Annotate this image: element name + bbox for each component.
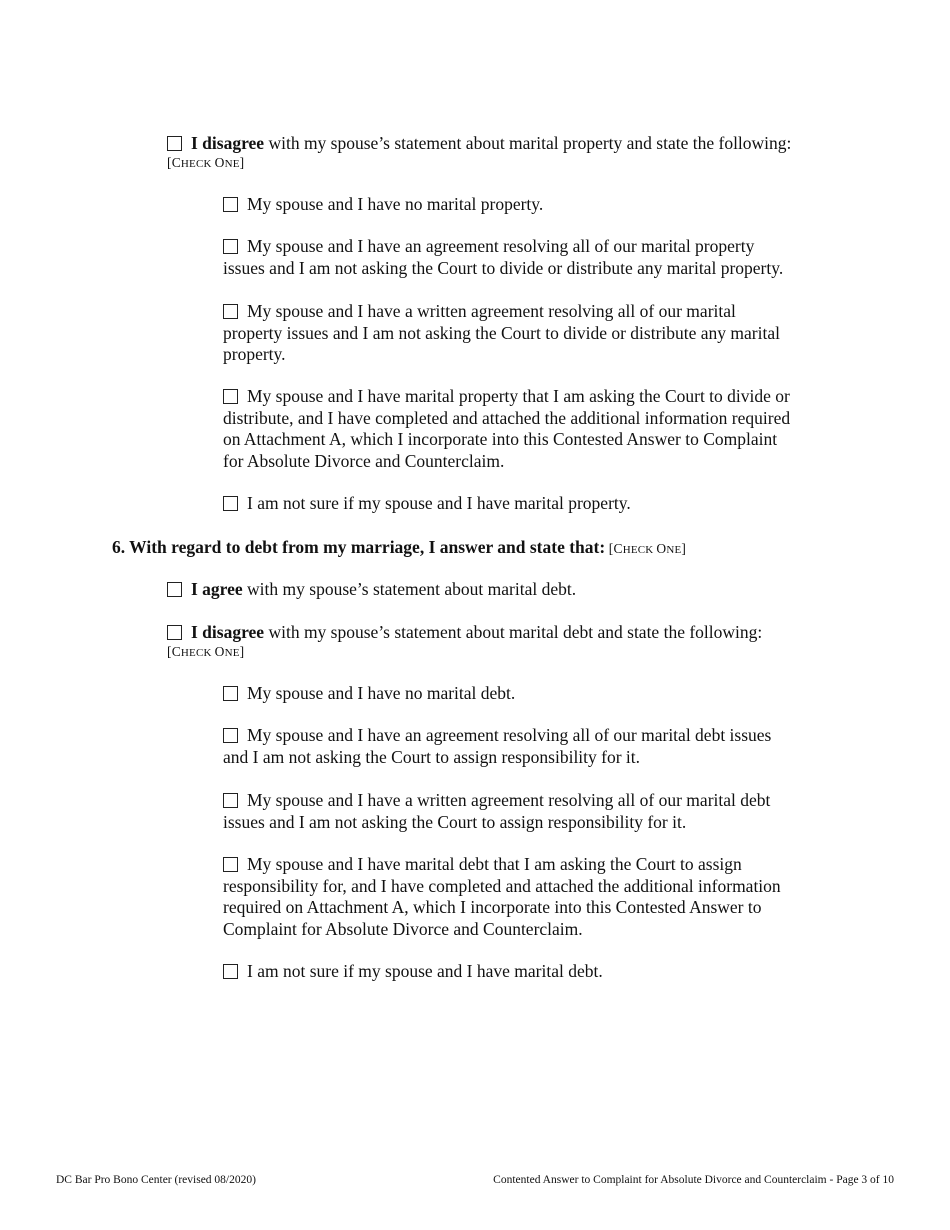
property-option-3: My spouse and I have a written agreement resolving all of our marital property issues and I am not asking the Court to divide or distribute any marital property. <box>223 301 780 364</box>
debt-check-one: [CHECK ONE] <box>167 644 245 659</box>
property-option-5: I am not sure if my spouse and I have marital property. <box>223 493 631 515</box>
property-option-1-checkbox[interactable] <box>223 197 238 212</box>
debt-option-5: I am not sure if my spouse and I have marital debt. <box>223 961 603 983</box>
debt-option-1-checkbox[interactable] <box>223 686 238 701</box>
debt-option-5-checkbox[interactable] <box>223 964 238 979</box>
property-check-one: [CHECK ONE] <box>167 155 245 170</box>
property-disagree-bold: I disagree <box>191 133 265 153</box>
property-disagree-row <box>167 133 791 155</box>
footer-right: Contented Answer to Complaint for Absolute Divorce and Counterclaim - Page 3 of 10 <box>493 1174 894 1186</box>
property-option-4: My spouse and I have marital property that I am asking the Court to divide or distribute, and I have completed and attached the additional information required on Attachment A, which I incorporate into this Contested Answer to Complaint for Absolute Divorce and Counterclaim. <box>223 386 791 471</box>
debt-disagree-checkbox[interactable] <box>167 625 182 640</box>
debt-option-2-checkbox[interactable] <box>223 728 238 743</box>
property-option-5-checkbox[interactable] <box>223 496 238 511</box>
debt-disagree-row: I disagree with my spouse’s statement about marital debt and state the following: <box>167 622 762 644</box>
property-option-3-checkbox[interactable] <box>223 304 238 319</box>
debt-option-4-checkbox[interactable] <box>223 857 238 872</box>
property-option-4-checkbox[interactable] <box>223 389 238 404</box>
debt-agree-checkbox[interactable] <box>167 582 182 597</box>
debt-option-3-checkbox[interactable] <box>223 793 238 808</box>
property-disagree-text: with my spouse’s statement about marital property and state the following: <box>264 133 792 153</box>
debt-option-3: My spouse and I have a written agreement resolving all of our marital debt issues and I am not asking the Court to assign responsibility for it. <box>223 790 771 832</box>
section-6-heading: 6. With regard to debt from my marriage, I answer and state that: [CHECK ONE] <box>112 537 687 557</box>
debt-option-1: My spouse and I have no marital debt. <box>223 683 515 705</box>
debt-agree-row: I agree with my spouse’s statement about marital debt. <box>167 579 576 601</box>
property-option-1: My spouse and I have no marital property. <box>223 194 543 216</box>
property-disagree-checkbox[interactable] <box>167 136 182 151</box>
footer-left: DC Bar Pro Bono Center (revised 08/2020) <box>56 1174 256 1186</box>
property-option-2-checkbox[interactable] <box>223 239 238 254</box>
section-6-check-one: [CHECK ONE] <box>605 541 687 556</box>
property-option-2: My spouse and I have an agreement resolving all of our marital property issues and I am not asking the Court to divide or distribute any marital property. <box>223 236 784 278</box>
debt-option-4: My spouse and I have marital debt that I am asking the Court to assign responsibility for, and I have completed and attached the additional information required on Attachment A, which I incorporate into this Contested Answer to Complaint for Absolute Divorce and Counterclaim. <box>223 854 781 939</box>
debt-option-2: My spouse and I have an agreement resolving all of our marital debt issues and I am not asking the Court to assign responsibility for it. <box>223 725 772 767</box>
